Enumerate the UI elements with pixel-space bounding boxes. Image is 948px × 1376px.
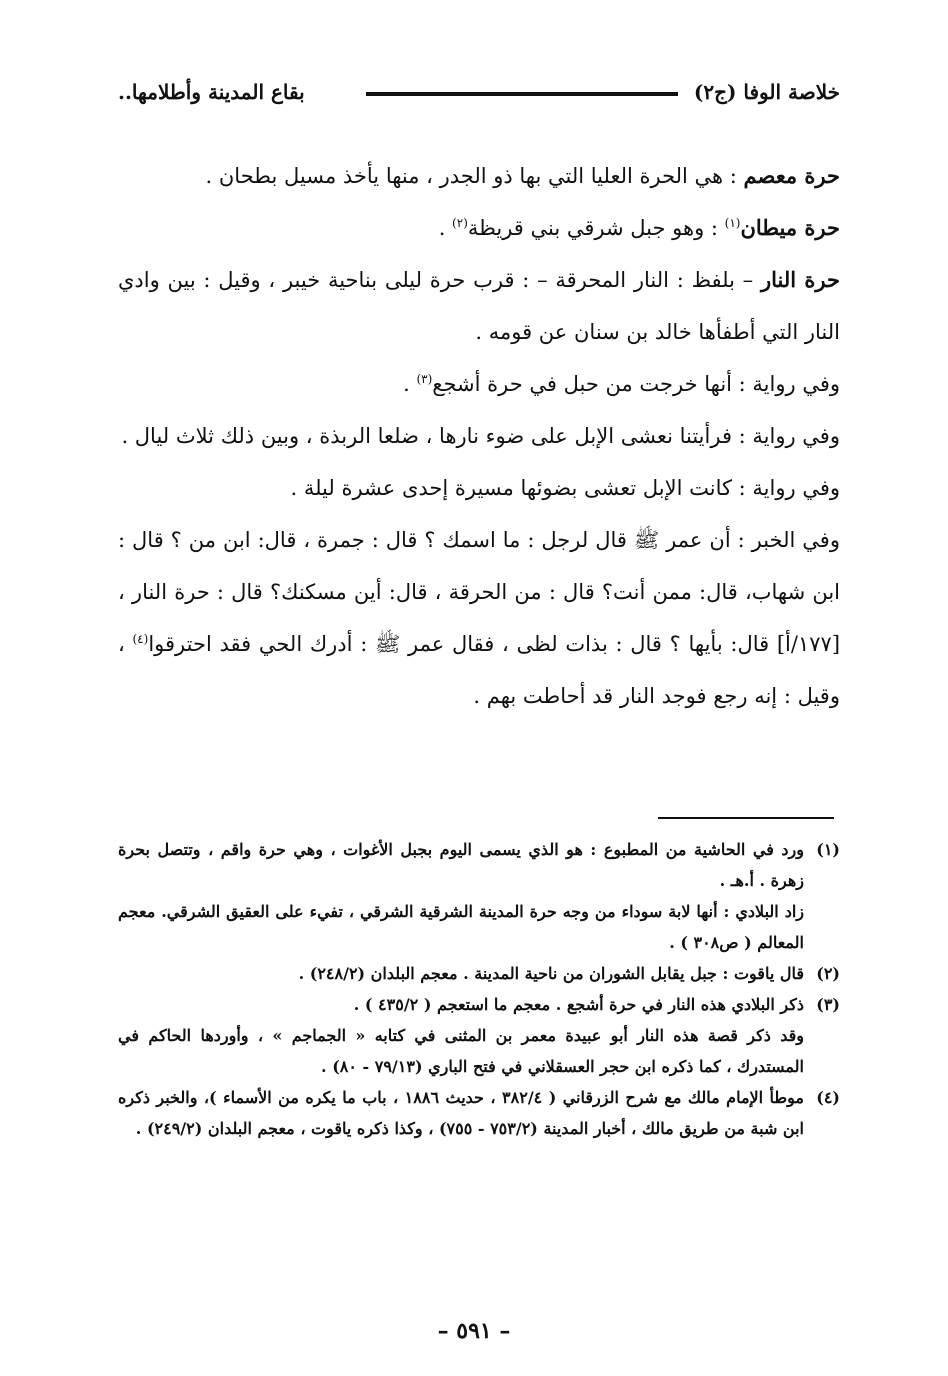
footnote-line: ورد في الحاشية من المطبوع : هو الذي يسمى اليوم بجبل الأغوات ، وهي حرة واقم ، وتتصل بحرة زهرة . أ.هـ . — [118, 840, 804, 890]
entry-term: حرة النار — [760, 267, 841, 292]
footnote-line: قال ياقوت : جبل يقابل الشوران من ناحية المدينة . معجم البلدان (٢٤٨/٢) . — [298, 964, 804, 983]
main-text — [118, 150, 840, 722]
footnote-number: (٤) — [816, 1088, 840, 1107]
entry-term: حرة ميطان — [740, 215, 840, 240]
paragraph-text: : هي الحرة العليا التي بها ذو الجدر ، منها يأخذ مسيل بطحان . — [205, 164, 744, 188]
page-number: – ٥٩١ – — [437, 1318, 511, 1344]
footnote-ref: (٢) — [452, 216, 468, 230]
paragraph-harrat-alnar — [118, 254, 840, 358]
paragraph-riwaya-2 — [118, 410, 840, 462]
paragraph-text: وفي الخبر : أن عمر ﷺ قال لرجل : ما اسمك ؟ قال : جمرة ، قال: ابن من ؟ قال : ابن شهاب، قال: ممن أنت؟ قال : من الحرقة ، قال: أين مسكنك؟ قال : حرة النار ، [١٧٧/أ] قال: بأيها ؟ قال : بذات لظى ، فقال عمر ﷺ : أدرك الحي فقد احترقوا — [118, 528, 841, 656]
paragraph-text: وفي رواية : أنها خرجت من حبل في حرة أشجع — [432, 372, 840, 396]
footnote-ref: (٤) — [132, 632, 149, 646]
footnote-4 — [118, 1082, 840, 1144]
footnote-2 — [118, 958, 840, 989]
paragraph-riwaya-3 — [118, 462, 840, 514]
entry-term: حرة معصم — [743, 163, 840, 188]
footnotes — [118, 834, 840, 1144]
footnote-line: زاد البلادي : أنها لابة سوداء من وجه حرة المدينة الشرقية الشرقي ، تفيء على العقيق الشرقي. معجم المعالم ( ص٣٠٨ ) . — [118, 902, 804, 952]
paragraph-text: – بلفظ : النار المحرقة – : قرب حرة ليلى بناحية خيبر ، وقيل : بين وادي النار التي أطفأها خالد بن سنان عن قومه . — [118, 268, 840, 344]
footnote-number: (٣) — [816, 995, 840, 1014]
footnote-line: موطأ الإمام مالك مع شرح الزرقاني ( ٣٨٢/٤ ، حديث ١٨٨٦ ، باب ما يكره من الأسماء )، والخبر ذكره ابن شبة من طريق مالك ، أخبار المدينة (٧٥٣/٢ - ٧٥٥) ، وكذا ذكره ياقوت ، معجم البلدان (٢٤٩/٢) . — [118, 1088, 804, 1138]
footnote-body — [118, 989, 804, 1082]
footnote-line: وقد ذكر قصة هذه النار أبو عبيدة معمر بن المثنى في كتابه « الجماجم » ، وأوردها الحاكم في المستدرك ، كما ذكره ابن حجر العسقلاني في فتح الباري (٧٩/١٣ - ٨٠) . — [118, 1026, 804, 1076]
footnote-ref: (١) — [724, 216, 741, 230]
paragraph-harrat-masam — [118, 150, 840, 202]
header-rule — [366, 92, 678, 96]
footnote-body — [118, 958, 804, 989]
footnote-separator — [658, 817, 834, 819]
footnote-body — [118, 1082, 804, 1144]
footnote-body — [118, 834, 804, 958]
paragraph-text: . — [403, 372, 417, 396]
footnote-3 — [118, 989, 840, 1082]
footnote-line: ذكر البلادي هذه النار في حرة أشجع . معجم ما استعجم ( ٤٣٥/٢ ) . — [353, 995, 804, 1014]
footnote-ref: (٣) — [416, 372, 433, 386]
running-header — [118, 76, 840, 112]
paragraph-riwaya-1 — [118, 358, 840, 410]
paragraph-khabar — [118, 514, 840, 722]
paragraph-text: وفي رواية : كانت الإبل تعشى بضوئها مسيرة إحدى عشرة ليلة . — [290, 476, 840, 500]
paragraph-text: . — [438, 216, 453, 240]
paragraph-text: : وهو جبل شرقي بني قريظة — [467, 216, 725, 240]
paragraph-text: ، وقيل : إنه رجع فوجد النار قد أحاطت بهم . — [118, 632, 840, 708]
header-book-title: خلاصة الوفا (ج٢) — [693, 80, 840, 104]
footnote-number: (٢) — [816, 964, 840, 983]
paragraph-harrat-maytan — [118, 202, 840, 254]
header-chapter-title: بقاع المدينة وأطلامها.. — [118, 80, 305, 104]
footnote-1 — [118, 834, 840, 958]
footnote-number: (١) — [816, 840, 840, 859]
paragraph-text: وفي رواية : فرأيتنا نعشى الإبل على ضوء نارها ، ضلعا الربذة ، وبين ذلك ثلاث ليال . — [121, 424, 840, 448]
